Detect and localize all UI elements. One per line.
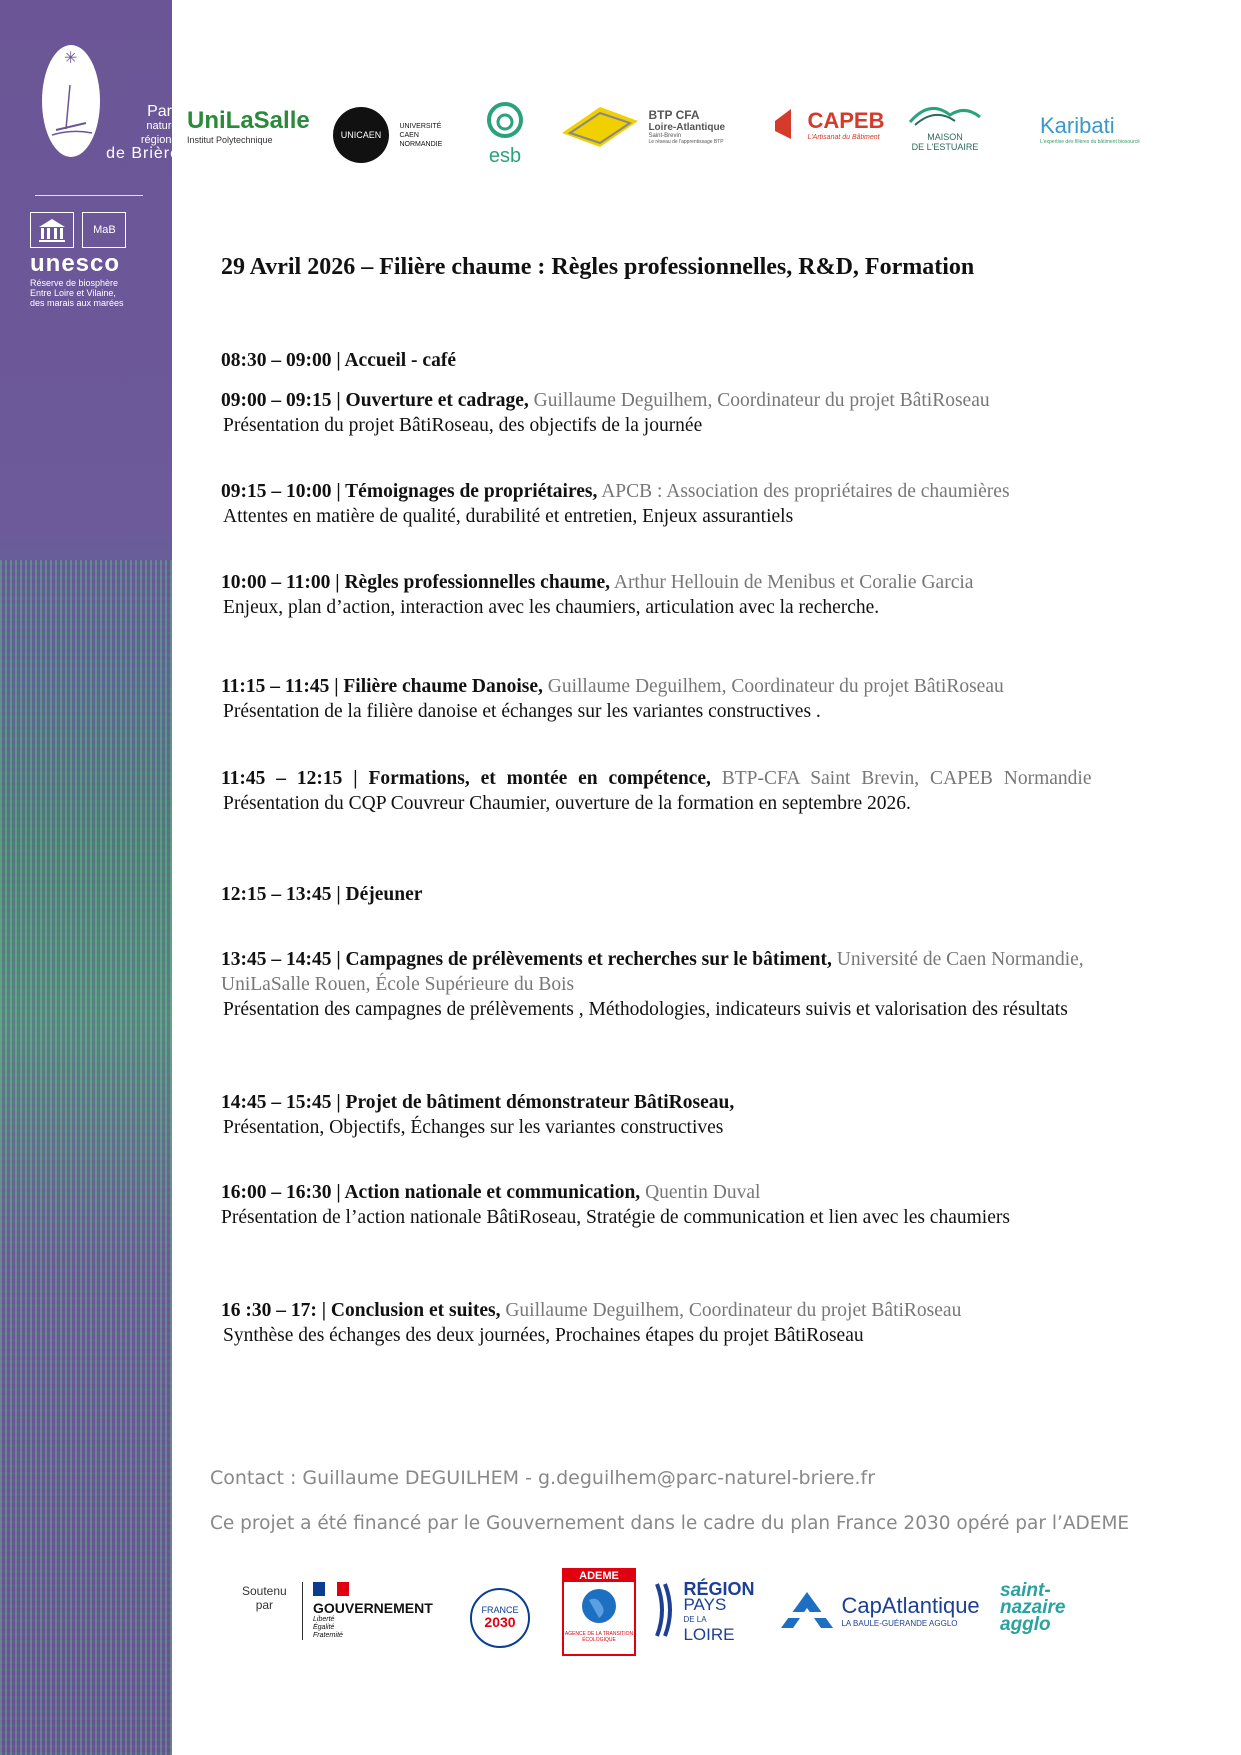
page-title: 29 Avril 2026 – Filière chaume : Règles professionnelles, R&D, Formation	[221, 254, 975, 280]
unesco-sub1: Réserve de biosphère	[30, 278, 119, 288]
par-label: par	[255, 1598, 274, 1612]
program-speaker: BTP-CFA Saint Brevin, CAPEB Normandie	[721, 768, 1092, 789]
program-time-title: 08:30 – 09:00 | Accueil - café	[221, 350, 456, 371]
partner-logos	[185, 95, 1160, 165]
karibati-sub: L'expertise des filières du bâtiment biosourcé	[1040, 139, 1140, 145]
mab-icon	[82, 212, 126, 248]
program-description: Attentes en matière de qualité, durabilité et entretien, Enjeux assurantiels	[223, 506, 794, 527]
marsh-texture	[0, 560, 172, 1755]
france2030-line1: FRANCE	[481, 1605, 519, 1615]
program-description: Enjeux, plan d’action, interaction avec les chaumiers, articulation avec la recherche.	[223, 597, 880, 618]
program-time-title: 11:45 – 12:15 | Formations, et montée en compétence,	[221, 768, 711, 789]
soutenu-label: Soutenu	[242, 1584, 287, 1598]
esb-spiral-icon	[485, 100, 525, 140]
cap-name: CapAtlantique	[841, 1592, 980, 1618]
program-item	[221, 1180, 1095, 1230]
unicaen-l1: UNIVERSITÉ	[399, 122, 442, 130]
esb-name: esb	[488, 145, 522, 167]
program-time-title: 09:00 – 09:15 | Ouverture et cadrage,	[221, 390, 529, 411]
devise-liberte: Liberté	[313, 1616, 335, 1623]
program-item	[221, 570, 1095, 620]
capeb-shape-icon	[773, 107, 803, 141]
saint-nazaire-agglo-logo	[1000, 1582, 1065, 1633]
region-bars-icon	[655, 1582, 675, 1638]
capeb-logo	[773, 107, 884, 141]
program-item	[221, 766, 1095, 816]
program-item	[221, 479, 1095, 529]
sn-l1: saint-	[1000, 1580, 1051, 1601]
gouvernement-logo	[302, 1582, 433, 1640]
sidebar-band	[0, 0, 180, 1755]
region-l1: RÉGION	[683, 1579, 755, 1599]
unicaen-logo	[333, 107, 442, 163]
program-description: Présentation, Objectifs, Échanges sur les variantes constructives	[223, 1117, 724, 1138]
french-flag-icon	[313, 1582, 349, 1596]
program-item	[221, 674, 1095, 724]
btp-l4: Le réseau de l'apprentissage BTP	[648, 138, 724, 145]
btp-l2: Loire-Atlantique	[648, 121, 726, 133]
maison-l1: MAISON	[927, 132, 963, 142]
ademe-logo	[562, 1568, 636, 1656]
cap-sub: LA BAULE-GUÉRANDE AGGLO	[841, 1618, 958, 1628]
program-time-title: 13:45 – 14:45 | Campagnes de prélèvements et recherches sur le bâtiment,	[221, 949, 832, 970]
program-description: Présentation du projet BâtiRoseau, des objectifs de la journée	[223, 415, 703, 436]
svg-text:✳: ✳	[64, 50, 78, 67]
btp-cfa-logo	[560, 103, 725, 149]
esb-logo	[485, 100, 525, 168]
unesco-logo	[30, 212, 155, 308]
program-speaker: APCB : Association des propriétaires de chaumières	[601, 481, 1010, 502]
devise-fraternite: Fraternité	[313, 1632, 343, 1639]
ademe-label: ADEME	[564, 1570, 634, 1582]
program-item	[221, 348, 456, 373]
unilasalle-logo	[187, 107, 310, 145]
contact-line: Contact : Guillaume DEGUILHEM - g.deguilhem@parc-naturel-briere.fr	[210, 1467, 876, 1489]
program-time-title: 16:00 – 16:30 | Action nationale et communication,	[221, 1182, 641, 1203]
unilasalle-name: UniLaSalle	[187, 107, 310, 134]
gouvernement-label: GOUVERNEMENT	[313, 1600, 433, 1616]
unicaen-l2: CAEN	[399, 131, 419, 139]
parc-line4: de Brière	[106, 145, 180, 162]
program-time-title: 12:15 – 13:45 | Déjeuner	[221, 884, 423, 905]
heron-icon	[42, 45, 100, 157]
karibati-logo	[1040, 113, 1140, 145]
region-pdl-logo	[655, 1579, 755, 1644]
program-speaker: Guillaume Deguilhem, Coordinateur du projet BâtiRoseau	[547, 676, 1004, 697]
program-speaker: Quentin Duval	[645, 1182, 761, 1203]
funding-line: Ce projet a été financé par le Gouvernement dans le cadre du plan France 2030 opéré par l’ADEME	[210, 1513, 1130, 1534]
parc-line3: régional	[140, 134, 180, 146]
karibati-name: Karibati	[1040, 113, 1115, 138]
program-time-title: 16 :30 – 17: | Conclusion et suites,	[221, 1300, 501, 1321]
program-description: Présentation de la filière danoise et échanges sur les variantes constructives .	[223, 701, 821, 722]
btp-l3: Saint-Brevin	[648, 132, 682, 139]
maison-estuaire-logo	[905, 97, 985, 152]
sidebar-divider	[35, 195, 143, 196]
btp-l1: BTP CFA	[648, 107, 700, 122]
program-time-title: 09:15 – 10:00 | Témoignages de propriétaires,	[221, 481, 598, 502]
unesco-sub3: des marais aux marées	[30, 298, 124, 308]
program-speaker: Guillaume Deguilhem, Coordinateur du projet BâtiRoseau	[533, 390, 990, 411]
mab-label: MaB	[93, 224, 116, 236]
unilasalle-sub: Institut Polytechnique	[187, 135, 273, 145]
program-description: Présentation du CQP Couvreur Chaumier, ouverture de la formation en septembre 2026.	[223, 793, 911, 814]
parc-line1: Parc	[147, 103, 180, 120]
program-time-title: 11:15 – 11:45 | Filière chaume Danoise,	[221, 676, 543, 697]
france2030-line2: 2030	[484, 1614, 516, 1630]
sn-l2: nazaire	[1000, 1597, 1066, 1618]
program-speaker: Université de Caen Normandie, UniLaSalle Rouen, École Supérieure du Bois	[221, 949, 1084, 995]
region-l4: LOIRE	[683, 1625, 735, 1644]
program-description: Synthèse des échanges des deux journées, Prochaines étapes du projet BâtiRoseau	[223, 1325, 864, 1346]
unesco-temple-icon	[30, 212, 74, 248]
btp-stripes-icon	[560, 103, 640, 149]
maison-l2: DE L'ESTUAIRE	[911, 142, 979, 152]
parc-name	[100, 105, 180, 161]
program-description: Présentation des campagnes de prélèvements , Méthodologies, indicateurs suivis et valorisation des résultats	[223, 999, 1068, 1020]
program-item	[221, 1090, 1095, 1140]
region-l3: DE LA	[683, 1615, 707, 1624]
cap-mountain-icon	[777, 1588, 837, 1632]
parc-line2: naturel	[146, 120, 180, 132]
unicaen-l3: NORMANDIE	[399, 140, 443, 148]
unicaen-mark: UNICAEN	[333, 107, 389, 163]
capeb-name: CAPEB	[807, 107, 885, 133]
program-speaker: Guillaume Deguilhem, Coordinateur du projet BâtiRoseau	[505, 1300, 962, 1321]
program-speaker: Arthur Hellouin de Menibus et Coralie Garcia	[613, 572, 974, 593]
soutenu-par	[242, 1584, 287, 1612]
program-description: Présentation de l’action nationale BâtiRoseau, Stratégie de communication et lien avec les chaumiers	[221, 1207, 1010, 1228]
program-item	[221, 1298, 1095, 1348]
program-time-title: 10:00 – 11:00 | Règles professionnelles chaume,	[221, 572, 611, 593]
sponsor-logos	[240, 1568, 1100, 1668]
parc-oval	[42, 45, 100, 157]
sn-l3: agglo	[1000, 1614, 1051, 1635]
france-2030-logo	[470, 1588, 530, 1648]
program-item	[221, 388, 1095, 438]
region-l2: PAYS	[683, 1595, 727, 1614]
program-item	[221, 882, 422, 907]
globe-icon	[579, 1586, 619, 1626]
parc-briere-logo	[40, 45, 180, 175]
unesco-sub2: Entre Loire et Vilaine,	[30, 288, 116, 298]
devise-egalite: Égalité	[313, 1624, 335, 1631]
estuary-waves-icon	[905, 97, 985, 127]
unesco-word: unesco	[30, 250, 121, 277]
capeb-sub: L'Artisanat du Bâtiment	[807, 133, 880, 141]
program-time-title: 14:45 – 15:45 | Projet de bâtiment démonstrateur BâtiRoseau,	[221, 1092, 735, 1113]
ademe-sub: AGENCE DE LA TRANSITION ÉCOLOGIQUE	[564, 1631, 634, 1643]
program-item	[221, 947, 1095, 1022]
capatlantique-logo	[777, 1588, 980, 1632]
